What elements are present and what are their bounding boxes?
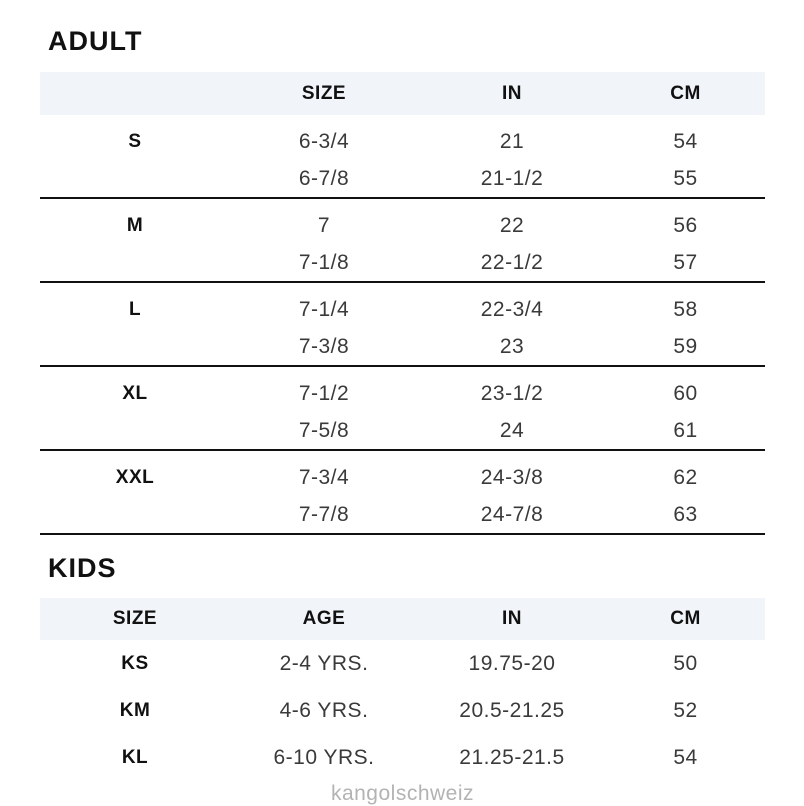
column-header-cm: CM [670,608,701,629]
value-cell: 24-7/8 [480,502,544,526]
size-label-cell: M [126,214,144,236]
value-cell: 21.25-21.5 [459,745,565,769]
table-row [40,328,765,365]
value-cell: 7-3/4 [298,465,350,489]
value-cell: 21-1/2 [480,166,544,190]
size-group-l [40,283,765,367]
value-cell: 24 [499,418,525,442]
size-label-cell: KM [119,699,151,721]
table-row [40,734,765,781]
adult-table-header-row [40,72,765,115]
value-cell: 24-3/8 [480,465,544,489]
value-cell: 2-4 YRS. [279,651,369,675]
table-row [40,640,765,687]
size-group-xl [40,367,765,451]
value-cell: 57 [673,250,698,274]
value-cell: 60 [673,381,698,405]
table-row [40,291,765,328]
value-cell: 7-3/8 [298,334,350,358]
size-group-s [40,115,765,199]
value-cell: 58 [673,297,698,321]
value-cell: 20.5-21.25 [459,698,565,722]
adult-size-table [40,72,765,535]
column-header-cm: CM [670,82,701,104]
table-row [40,160,765,197]
value-cell: 6-10 YRS. [273,745,375,769]
column-header-in: IN [502,82,522,104]
value-cell: 54 [673,129,698,153]
value-cell: 22-1/2 [480,250,544,274]
column-header-in: IN [502,608,522,629]
value-cell: 7-1/4 [298,297,350,321]
kids-section-title: KIDS [48,553,117,583]
table-row [40,687,765,734]
table-row [40,375,765,412]
adult-section-title: ADULT [48,26,143,56]
size-label-cell: XXL [115,466,155,488]
column-header-age: AGE [302,608,346,629]
value-cell: 54 [673,745,698,769]
table-row [40,244,765,281]
table-row [40,496,765,533]
size-label-cell: L [128,298,142,320]
value-cell: 4-6 YRS. [279,698,369,722]
value-cell: 7 [317,213,331,237]
size-label-cell: XL [122,382,148,404]
column-header-size: SIZE [301,82,347,104]
size-label-cell: S [128,130,142,152]
value-cell: 21 [499,129,525,153]
table-row [40,412,765,449]
kids-size-table [40,598,765,781]
value-cell: 63 [673,502,698,526]
size-group-m [40,199,765,283]
value-cell: 55 [673,166,698,190]
value-cell: 56 [673,213,698,237]
value-cell: 61 [673,418,698,442]
watermark-text: kangolschweiz [330,782,475,805]
value-cell: 62 [673,465,698,489]
value-cell: 52 [673,698,698,722]
size-label-cell: KS [121,652,149,674]
value-cell: 23-1/2 [480,381,544,405]
value-cell: 7-1/2 [298,381,350,405]
value-cell: 23 [499,334,525,358]
value-cell: 7-1/8 [298,250,350,274]
size-group-xxl [40,451,765,535]
value-cell: 19.75-20 [468,651,556,675]
value-cell: 7-7/8 [298,502,350,526]
value-cell: 7-5/8 [298,418,350,442]
column-header-size: SIZE [112,608,158,629]
value-cell: 6-3/4 [298,129,350,153]
value-cell: 22-3/4 [480,297,544,321]
table-row [40,123,765,160]
value-cell: 6-7/8 [298,166,350,190]
value-cell: 50 [673,651,698,675]
value-cell: 22 [499,213,525,237]
table-row [40,459,765,496]
table-row [40,207,765,244]
size-label-cell: KL [121,746,149,768]
value-cell: 59 [673,334,698,358]
kids-table-header-row [40,598,765,640]
